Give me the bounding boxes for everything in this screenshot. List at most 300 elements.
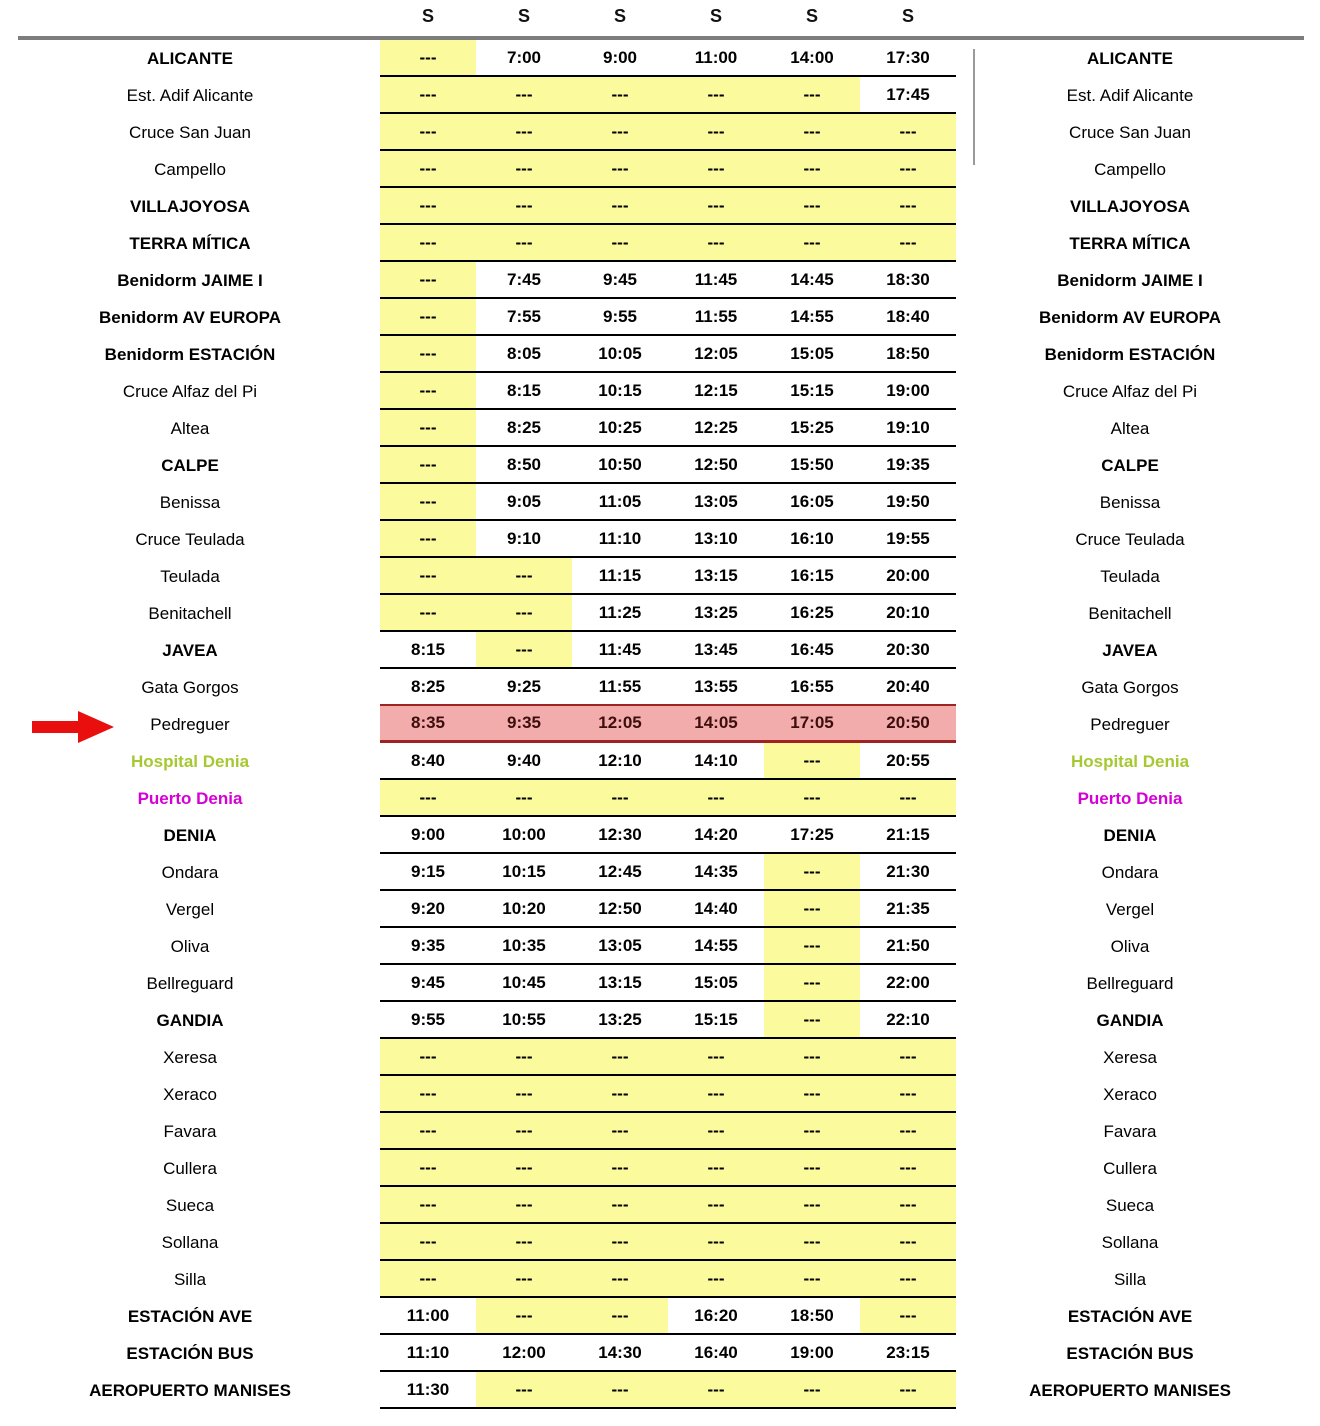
time-cell: --- (860, 780, 956, 817)
time-cell: 9:35 (476, 706, 572, 743)
time-cell: 10:15 (476, 854, 572, 891)
table-row (0, 1298, 1320, 1335)
time-cell: 11:25 (572, 595, 668, 632)
station-label-left: Vergel (165, 899, 215, 919)
time-cell: --- (572, 1076, 668, 1113)
time-cell: --- (380, 1076, 476, 1113)
time-cell: 20:00 (860, 558, 956, 595)
station-label-right: Benissa (1099, 492, 1161, 512)
time-cells (380, 410, 956, 447)
time-cell: 8:15 (476, 373, 572, 410)
time-cell: --- (572, 225, 668, 262)
time-cell: 7:45 (476, 262, 572, 299)
time-cell: --- (380, 447, 476, 484)
time-cells (380, 669, 956, 706)
time-cells (380, 1076, 956, 1113)
time-cell: --- (860, 1372, 956, 1409)
time-cell: --- (764, 965, 860, 1002)
table-row (0, 558, 1320, 595)
time-cell: --- (476, 151, 572, 188)
time-cell: 9:10 (476, 521, 572, 558)
time-cell: --- (764, 780, 860, 817)
time-cells (380, 1150, 956, 1187)
time-cells (380, 188, 956, 225)
day-code: S (805, 6, 818, 26)
time-cell: --- (860, 151, 956, 188)
time-cell: --- (764, 151, 860, 188)
time-cells (380, 1187, 956, 1224)
time-cell: --- (476, 1150, 572, 1187)
station-label-right: Est. Adif Alicante (1066, 85, 1194, 105)
table-row (0, 114, 1320, 151)
time-cell: --- (380, 114, 476, 151)
station-label-left: Xeresa (163, 1047, 217, 1067)
time-cell: --- (380, 780, 476, 817)
station-label-right: Cruce Alfaz del Pi (1062, 381, 1198, 401)
time-cell: --- (380, 521, 476, 558)
time-cell: 9:20 (380, 891, 476, 928)
time-cell: 15:15 (764, 373, 860, 410)
station-label-left: Est. Adif Alicante (126, 85, 254, 105)
time-cell: 13:25 (572, 1002, 668, 1039)
time-cell: --- (380, 1224, 476, 1261)
time-cell: 21:50 (860, 928, 956, 965)
time-cell: 14:55 (668, 928, 764, 965)
time-cells (380, 114, 956, 151)
time-cell: 11:00 (668, 40, 764, 77)
time-cell: 12:05 (572, 706, 668, 743)
table-row (0, 299, 1320, 336)
station-label-right: GANDIA (1096, 1010, 1164, 1030)
time-cell: --- (572, 1261, 668, 1298)
table-row (0, 1261, 1320, 1298)
time-cells (380, 77, 956, 114)
time-cell: --- (476, 1187, 572, 1224)
time-cell: 14:55 (764, 299, 860, 336)
time-cell: 12:00 (476, 1335, 572, 1372)
time-cells (380, 299, 956, 336)
time-cell: 14:00 (764, 40, 860, 77)
time-cell: 11:30 (380, 1372, 476, 1409)
time-cells (380, 1224, 956, 1261)
time-cell: 15:15 (668, 1002, 764, 1039)
time-cell: --- (380, 558, 476, 595)
station-label-left: Cullera (163, 1158, 217, 1178)
time-cell: --- (764, 1372, 860, 1409)
time-cell: --- (668, 1372, 764, 1409)
time-cell: --- (380, 299, 476, 336)
table-row (0, 1335, 1320, 1372)
time-cell: --- (860, 1039, 956, 1076)
table-row (0, 854, 1320, 891)
station-label-left: CALPE (161, 455, 219, 475)
time-cell: --- (860, 1224, 956, 1261)
time-cell: --- (476, 595, 572, 632)
time-cell: 16:55 (764, 669, 860, 706)
time-cell: 11:10 (572, 521, 668, 558)
time-cell: --- (764, 225, 860, 262)
time-cell: --- (476, 188, 572, 225)
time-cell: 9:40 (476, 743, 572, 780)
time-cell: --- (764, 1150, 860, 1187)
time-cell: 14:45 (764, 262, 860, 299)
time-cell: --- (668, 1076, 764, 1113)
station-label-left: AEROPUERTO MANISES (89, 1380, 291, 1400)
station-label-left: Puerto Denia (137, 788, 243, 808)
time-cell: 20:10 (860, 595, 956, 632)
station-label-left: Sueca (165, 1195, 215, 1215)
time-cells (380, 817, 956, 854)
time-cell: 20:50 (860, 706, 956, 743)
time-cell: 17:30 (860, 40, 956, 77)
time-cell: --- (764, 891, 860, 928)
time-cell: 18:50 (860, 336, 956, 373)
time-cell: --- (572, 1224, 668, 1261)
station-label-right: VILLAJOYOSA (1070, 196, 1190, 216)
time-cell: --- (668, 225, 764, 262)
time-cell: 22:00 (860, 965, 956, 1002)
time-cell: --- (476, 225, 572, 262)
time-cell: --- (380, 484, 476, 521)
station-label-right: Benidorm JAIME I (1057, 270, 1203, 290)
table-row (0, 188, 1320, 225)
day-code: S (613, 6, 626, 26)
time-cells (380, 151, 956, 188)
time-cell: 9:55 (572, 299, 668, 336)
time-cell: 10:35 (476, 928, 572, 965)
time-cell: --- (668, 1113, 764, 1150)
time-cell: 9:45 (572, 262, 668, 299)
time-cells (380, 1002, 956, 1039)
time-cell: 16:10 (764, 521, 860, 558)
table-row (0, 669, 1320, 706)
time-cell: --- (572, 780, 668, 817)
time-cells (380, 965, 956, 1002)
time-cell: --- (572, 188, 668, 225)
time-cell: 12:10 (572, 743, 668, 780)
time-cell: --- (860, 1113, 956, 1150)
table-row (0, 706, 1320, 743)
time-cell: 11:55 (572, 669, 668, 706)
time-cell: 19:55 (860, 521, 956, 558)
time-cell: 16:25 (764, 595, 860, 632)
time-cell: 20:40 (860, 669, 956, 706)
station-label-right: Altea (1110, 418, 1150, 438)
time-cell: 10:50 (572, 447, 668, 484)
time-cell: --- (380, 1261, 476, 1298)
time-cell: --- (572, 151, 668, 188)
station-label-right: Silla (1113, 1269, 1147, 1289)
time-cell: 7:00 (476, 40, 572, 77)
time-cell: --- (860, 1150, 956, 1187)
time-cells (380, 1113, 956, 1150)
station-label-left: Benidorm JAIME I (117, 270, 263, 290)
time-cell: 11:05 (572, 484, 668, 521)
time-cells (380, 632, 956, 669)
time-cell: --- (860, 1261, 956, 1298)
time-cell: 14:10 (668, 743, 764, 780)
time-cell: --- (668, 1261, 764, 1298)
table-row (0, 928, 1320, 965)
time-cell: --- (764, 1113, 860, 1150)
time-cell: --- (380, 1113, 476, 1150)
time-cell: 8:25 (476, 410, 572, 447)
day-code: S (901, 6, 914, 26)
time-cell: 9:35 (380, 928, 476, 965)
time-cells (380, 336, 956, 373)
time-cell: 16:05 (764, 484, 860, 521)
day-code: S (421, 6, 434, 26)
time-cells (380, 854, 956, 891)
time-cell: 23:15 (860, 1335, 956, 1372)
station-label-left: Oliva (170, 936, 210, 956)
time-cell: 17:45 (860, 77, 956, 114)
time-cell: --- (476, 1372, 572, 1409)
time-cell: --- (764, 77, 860, 114)
table-row (0, 151, 1320, 188)
time-cell: --- (764, 928, 860, 965)
time-cell: 13:15 (572, 965, 668, 1002)
time-cell: --- (572, 1372, 668, 1409)
table-row (0, 1224, 1320, 1261)
station-label-right: ESTACIÓN AVE (1067, 1306, 1193, 1326)
station-label-right: Campello (1094, 159, 1166, 179)
time-cell: 21:35 (860, 891, 956, 928)
time-cell: 10:15 (572, 373, 668, 410)
station-label-right: Benitachell (1088, 603, 1172, 623)
time-cells (380, 1335, 956, 1372)
time-cell: --- (380, 336, 476, 373)
time-cell: --- (668, 114, 764, 151)
time-cell: 10:05 (572, 336, 668, 373)
time-cell: 13:10 (668, 521, 764, 558)
time-cell: --- (476, 1113, 572, 1150)
station-label-left: Campello (154, 159, 226, 179)
station-label-left: TERRA MÍTICA (129, 233, 251, 253)
time-cell: --- (668, 1224, 764, 1261)
table-row (0, 1002, 1320, 1039)
time-cell: 12:45 (572, 854, 668, 891)
station-label-right: ESTACIÓN BUS (1066, 1343, 1194, 1363)
time-cell: --- (668, 780, 764, 817)
station-label-right: Vergel (1105, 899, 1155, 919)
table-row (0, 891, 1320, 928)
pedreguer-arrow-icon (32, 709, 116, 745)
station-label-right: ALICANTE (1087, 48, 1173, 68)
station-label-left: Benidorm AV EUROPA (99, 307, 281, 327)
station-label-left: Cruce Alfaz del Pi (122, 381, 258, 401)
time-cell: 17:05 (764, 706, 860, 743)
time-cells (380, 1261, 956, 1298)
station-label-left: Silla (173, 1269, 207, 1289)
station-label-right: Cruce Teulada (1075, 529, 1185, 549)
time-cell: --- (572, 114, 668, 151)
station-label-right: Bellreguard (1086, 973, 1174, 993)
table-row (0, 1150, 1320, 1187)
station-label-left: Altea (170, 418, 210, 438)
time-cell: --- (380, 188, 476, 225)
station-label-right: Gata Gorgos (1081, 677, 1179, 697)
time-cell: 14:35 (668, 854, 764, 891)
station-label-left: Hospital Denia (130, 751, 250, 771)
time-cell: --- (476, 114, 572, 151)
time-cell: 19:10 (860, 410, 956, 447)
time-cell: 19:00 (764, 1335, 860, 1372)
station-label-right: AEROPUERTO MANISES (1029, 1380, 1231, 1400)
time-cell: --- (380, 40, 476, 77)
time-cell: 9:55 (380, 1002, 476, 1039)
time-cell: 13:15 (668, 558, 764, 595)
time-cell: 12:05 (668, 336, 764, 373)
time-cell: 11:45 (572, 632, 668, 669)
time-cell: 16:40 (668, 1335, 764, 1372)
time-cell: --- (668, 1187, 764, 1224)
station-label-right: Xeresa (1103, 1047, 1157, 1067)
time-cell: --- (380, 410, 476, 447)
station-label-left: ALICANTE (147, 48, 233, 68)
station-label-left: JAVEA (162, 640, 218, 660)
time-cell: 8:25 (380, 669, 476, 706)
time-cells (380, 558, 956, 595)
station-label-right: Benidorm ESTACIÓN (1044, 344, 1216, 364)
time-cell: 11:55 (668, 299, 764, 336)
station-label-right: Favara (1103, 1121, 1157, 1141)
time-cell: --- (860, 225, 956, 262)
time-cell: --- (572, 1187, 668, 1224)
time-cells (380, 225, 956, 262)
station-label-left: Benissa (159, 492, 221, 512)
station-label-right: Cruce San Juan (1069, 122, 1191, 142)
table-row (0, 595, 1320, 632)
table-row (0, 1113, 1320, 1150)
time-cell: 12:50 (668, 447, 764, 484)
time-cell: --- (764, 1187, 860, 1224)
time-cell: --- (476, 1076, 572, 1113)
time-cell: 12:25 (668, 410, 764, 447)
time-cell: 21:15 (860, 817, 956, 854)
time-cell: --- (764, 114, 860, 151)
time-cell: 11:00 (380, 1298, 476, 1335)
time-cell: --- (668, 1039, 764, 1076)
time-cell: --- (380, 595, 476, 632)
time-cell: --- (572, 1150, 668, 1187)
time-cell: 18:30 (860, 262, 956, 299)
time-cell: 12:30 (572, 817, 668, 854)
time-cell: 18:40 (860, 299, 956, 336)
station-label-left: Benidorm ESTACIÓN (104, 344, 276, 364)
time-cell: 8:15 (380, 632, 476, 669)
table-row (0, 484, 1320, 521)
time-cell: --- (476, 780, 572, 817)
time-cell: 7:55 (476, 299, 572, 336)
time-cell: --- (476, 558, 572, 595)
time-cell: 9:05 (476, 484, 572, 521)
time-cell: 9:25 (476, 669, 572, 706)
station-label-right: Sueca (1105, 1195, 1155, 1215)
table-row (0, 373, 1320, 410)
time-cell: 19:50 (860, 484, 956, 521)
time-cell: 21:30 (860, 854, 956, 891)
time-cell: 13:05 (572, 928, 668, 965)
time-cell: 11:45 (668, 262, 764, 299)
time-cell: 19:00 (860, 373, 956, 410)
table-row (0, 1372, 1320, 1409)
station-label-left: DENIA (163, 825, 217, 845)
time-cell: 22:10 (860, 1002, 956, 1039)
table-row (0, 447, 1320, 484)
time-cell: 15:05 (668, 965, 764, 1002)
station-label-left: Cruce San Juan (129, 122, 251, 142)
time-cells (380, 40, 956, 77)
station-label-right: TERRA MÍTICA (1069, 233, 1191, 253)
time-cell: --- (668, 151, 764, 188)
time-cell: --- (860, 1187, 956, 1224)
station-label-right: Puerto Denia (1077, 788, 1183, 808)
time-cell: --- (380, 262, 476, 299)
time-cells (380, 262, 956, 299)
time-cell: 14:05 (668, 706, 764, 743)
table-row (0, 1039, 1320, 1076)
table-row (0, 632, 1320, 669)
station-label-right: Cullera (1103, 1158, 1157, 1178)
table-row (0, 40, 1320, 77)
station-label-left: Gata Gorgos (141, 677, 239, 697)
time-cell: --- (668, 1150, 764, 1187)
station-label-right: Pedreguer (1090, 714, 1170, 734)
time-cell: --- (476, 1298, 572, 1335)
time-cell: --- (476, 1039, 572, 1076)
time-cell: --- (764, 743, 860, 780)
time-cell: 10:55 (476, 1002, 572, 1039)
time-cell: 9:00 (572, 40, 668, 77)
time-cell: --- (476, 1224, 572, 1261)
time-cells (380, 928, 956, 965)
table-row (0, 780, 1320, 817)
time-cell: 13:55 (668, 669, 764, 706)
time-cell: --- (476, 632, 572, 669)
time-cell: --- (380, 373, 476, 410)
time-cells (380, 373, 956, 410)
time-cell: 14:20 (668, 817, 764, 854)
time-cell: 16:20 (668, 1298, 764, 1335)
time-cell: 20:30 (860, 632, 956, 669)
time-cell: --- (380, 77, 476, 114)
time-cell: 19:35 (860, 447, 956, 484)
table-row (0, 1076, 1320, 1113)
time-cell: --- (476, 77, 572, 114)
time-cell: 12:50 (572, 891, 668, 928)
station-label-left: Benitachell (148, 603, 232, 623)
time-cell: --- (764, 854, 860, 891)
time-cells (380, 521, 956, 558)
station-label-left: Pedreguer (150, 714, 230, 734)
day-code: S (709, 6, 722, 26)
time-cell: 14:30 (572, 1335, 668, 1372)
time-cell: 13:25 (668, 595, 764, 632)
time-cell: 9:00 (380, 817, 476, 854)
day-code: S (517, 6, 530, 26)
time-cell: 15:25 (764, 410, 860, 447)
station-label-left: Cruce Teulada (135, 529, 245, 549)
time-cell: 10:45 (476, 965, 572, 1002)
station-label-right: CALPE (1101, 455, 1159, 475)
time-cell: --- (764, 1002, 860, 1039)
table-row (0, 1187, 1320, 1224)
time-cell: --- (764, 1039, 860, 1076)
time-cells (380, 484, 956, 521)
time-cell: 10:20 (476, 891, 572, 928)
time-cell: 20:55 (860, 743, 956, 780)
